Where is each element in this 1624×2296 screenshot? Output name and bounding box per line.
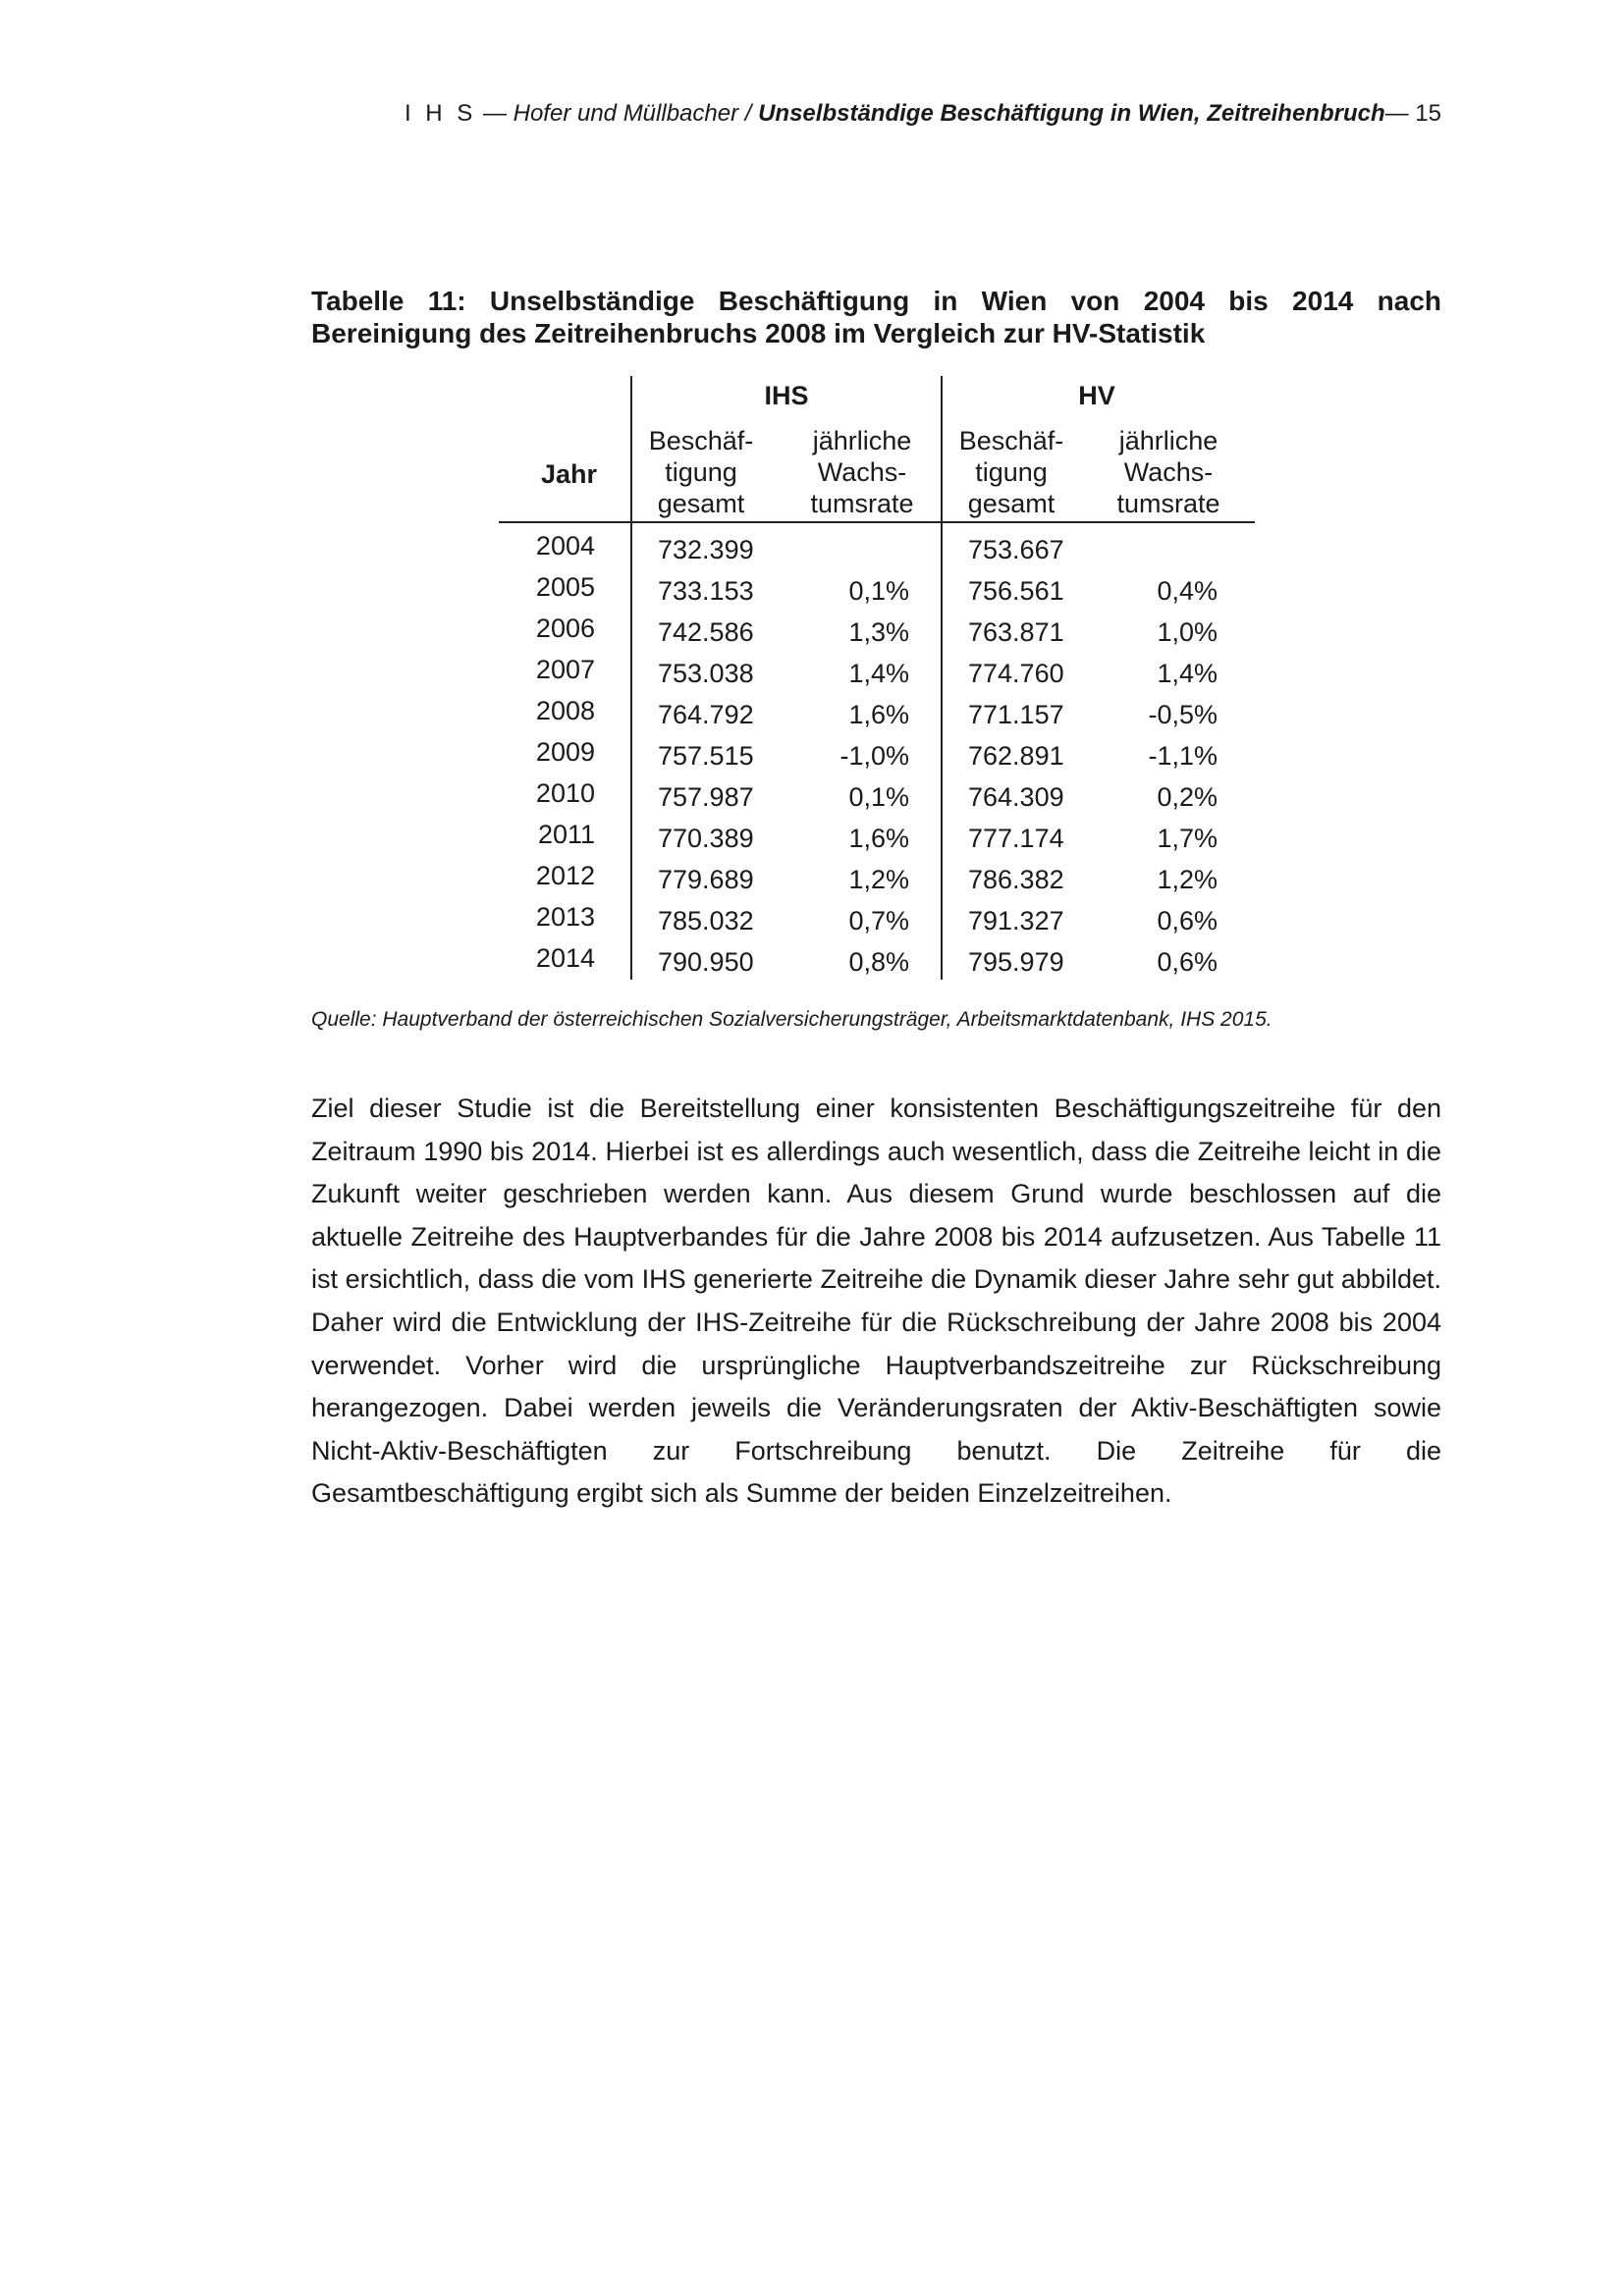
cell-hv-employment: 753.667 xyxy=(968,535,1064,564)
cell-ihs-employment: 764.792 xyxy=(658,700,754,729)
table-row xyxy=(499,572,1255,617)
cell-year: 2009 xyxy=(535,737,595,767)
cell-ihs-employment: 742.586 xyxy=(658,617,754,647)
table-row xyxy=(499,943,1255,988)
header-line: Beschäf- xyxy=(648,426,754,455)
cell-hv-growth: 0,4% xyxy=(1157,576,1218,606)
cell-hv-employment: 756.561 xyxy=(968,576,1064,606)
cell-ihs-employment: 779.689 xyxy=(658,865,754,894)
header-ihs: I H S xyxy=(404,100,477,127)
header-line: Beschäf- xyxy=(958,426,1064,455)
cell-hv-employment: 791.327 xyxy=(968,906,1064,935)
header-authors: Hofer und Müllbacher / xyxy=(513,100,759,127)
cell-ihs-growth: 0,8% xyxy=(848,947,909,977)
table-row xyxy=(499,737,1255,782)
header-title: Unselbständige Beschäftigung in Wien, Zeitreihenbruch xyxy=(758,100,1385,127)
cell-hv-growth: 0,2% xyxy=(1157,782,1218,812)
cell-ihs-growth: -1,0% xyxy=(839,741,909,771)
cell-hv-growth: 1,0% xyxy=(1157,617,1218,647)
cell-hv-growth: -0,5% xyxy=(1148,700,1218,729)
table-header-rule xyxy=(499,521,1255,523)
column-header-hv-growth xyxy=(1100,425,1237,519)
cell-hv-employment: 771.157 xyxy=(968,700,1064,729)
cell-ihs-growth: 1,6% xyxy=(848,700,909,729)
column-header-hv-employment xyxy=(943,425,1080,519)
cell-ihs-growth: 1,2% xyxy=(848,865,909,894)
table-row xyxy=(499,820,1255,865)
running-header xyxy=(373,100,1441,128)
table-row xyxy=(499,861,1255,906)
header-line: Wachs- xyxy=(1123,457,1214,487)
table-row xyxy=(499,778,1255,824)
group-header-hv: HV xyxy=(1078,381,1115,410)
column-header-ihs-growth xyxy=(793,425,931,519)
cell-hv-employment: 795.979 xyxy=(968,947,1064,977)
header-separator: — xyxy=(476,100,514,127)
cell-hv-employment: 774.760 xyxy=(968,659,1064,688)
cell-year: 2011 xyxy=(537,820,595,849)
cell-ihs-employment: 753.038 xyxy=(658,659,754,688)
table-caption xyxy=(311,285,1441,349)
header-line: Wachs- xyxy=(817,457,907,487)
cell-hv-employment: 764.309 xyxy=(968,782,1064,812)
cell-ihs-employment: 785.032 xyxy=(658,906,754,935)
cell-year: 2004 xyxy=(535,531,595,561)
cell-hv-employment: 763.871 xyxy=(968,617,1064,647)
header-line: tumsrate xyxy=(1116,489,1220,518)
header-line: tumsrate xyxy=(810,489,914,518)
cell-hv-growth: 0,6% xyxy=(1157,947,1218,977)
cell-ihs-employment: 770.389 xyxy=(658,824,754,853)
cell-year: 2007 xyxy=(535,655,595,684)
cell-hv-employment: 777.174 xyxy=(968,824,1064,853)
table-source-note: Quelle: Hauptverband der österreichischen Sozialversicherungsträger, Arbeitsmarktdatenbank, IHS 2015. xyxy=(311,1008,1272,1031)
cell-hv-growth: 1,2% xyxy=(1157,865,1218,894)
cell-hv-growth: 0,6% xyxy=(1157,906,1218,935)
cell-hv-growth: -1,1% xyxy=(1148,741,1218,771)
cell-year: 2010 xyxy=(535,778,595,808)
header-line: jährliche xyxy=(812,426,912,455)
cell-year: 2008 xyxy=(535,696,595,725)
header-line: gesamt xyxy=(657,489,745,518)
cell-ihs-employment: 757.515 xyxy=(658,741,754,771)
cell-hv-employment: 762.891 xyxy=(968,741,1064,771)
cell-year: 2012 xyxy=(535,861,595,890)
cell-ihs-growth: 1,4% xyxy=(848,659,909,688)
cell-year: 2005 xyxy=(535,572,595,602)
employment-table xyxy=(499,376,1255,980)
cell-ihs-employment: 733.153 xyxy=(658,576,754,606)
cell-ihs-growth: 1,6% xyxy=(848,824,909,853)
table-row xyxy=(499,902,1255,947)
cell-ihs-employment: 732.399 xyxy=(658,535,754,564)
cell-ihs-growth: 0,1% xyxy=(848,576,909,606)
table-row xyxy=(499,696,1255,741)
column-header-year: Jahr xyxy=(540,459,597,489)
header-separator-2: — xyxy=(1384,100,1416,127)
page-number: 15 xyxy=(1415,100,1441,127)
cell-ihs-employment: 790.950 xyxy=(658,947,754,977)
table-row xyxy=(499,531,1255,576)
table-row xyxy=(499,655,1255,700)
body-paragraph: Ziel dieser Studie ist die Bereitstellung einer konsistenten Beschäftigungszeitreihe für den Zeitraum 1990 bis 2014. Hierbei ist es allerdings auch wesentlich, dass die Zeitreihe leicht in die Zukunft weiter geschrieben werden kann. Aus diesem Grund wurde beschlossen auf die aktuelle Zeitreihe des Hauptverbandes für die Jahre 2008 bis 2014 aufzusetzen. Aus Tabelle 11 ist ersichtlich, dass die vom IHS generierte Zeitreihe die Dynamik dieser Jahre sehr gut abbildet. Daher wird die Entwicklung der IHS-Zeitreihe für die Rückschreibung der Jahre 2008 bis 2004 verwendet. Vorher wird die ursprüngliche Hauptverbandszeitreihe zur Rückschreibung herangezogen. Dabei werden jeweils die Veränderungsraten der Aktiv-Beschäftigten sowie Nicht-Aktiv-Beschäftigten zur Fortschreibung benutzt. Die Zeitreihe für die Gesamtbeschäftigung ergibt sich als Summe der beiden Einzelzeitreihen. xyxy=(311,1094,1441,1509)
cell-year: 2006 xyxy=(535,614,595,643)
cell-hv-growth: 1,7% xyxy=(1157,824,1218,853)
cell-year: 2013 xyxy=(535,902,595,932)
column-header-ihs-employment xyxy=(632,425,770,519)
header-line: tigung xyxy=(975,457,1048,487)
header-line: gesamt xyxy=(967,489,1056,518)
caption-line-1: Tabelle 11: Unselbständige Beschäftigung in Wien von 2004 bis 2014 nach xyxy=(311,286,1441,316)
table-row xyxy=(499,614,1255,659)
cell-ihs-growth: 1,3% xyxy=(848,617,909,647)
header-line: jährliche xyxy=(1118,426,1218,455)
group-header-ihs: IHS xyxy=(764,381,809,410)
cell-hv-employment: 786.382 xyxy=(968,865,1064,894)
cell-ihs-growth: 0,1% xyxy=(848,782,909,812)
cell-ihs-growth: 0,7% xyxy=(848,906,909,935)
cell-ihs-employment: 757.987 xyxy=(658,782,754,812)
cell-year: 2014 xyxy=(535,943,595,973)
header-line: tigung xyxy=(665,457,737,487)
caption-line-2: Bereinigung des Zeitreihenbruchs 2008 im Vergleich zur HV-Statistik xyxy=(311,318,1206,348)
cell-hv-growth: 1,4% xyxy=(1157,659,1218,688)
